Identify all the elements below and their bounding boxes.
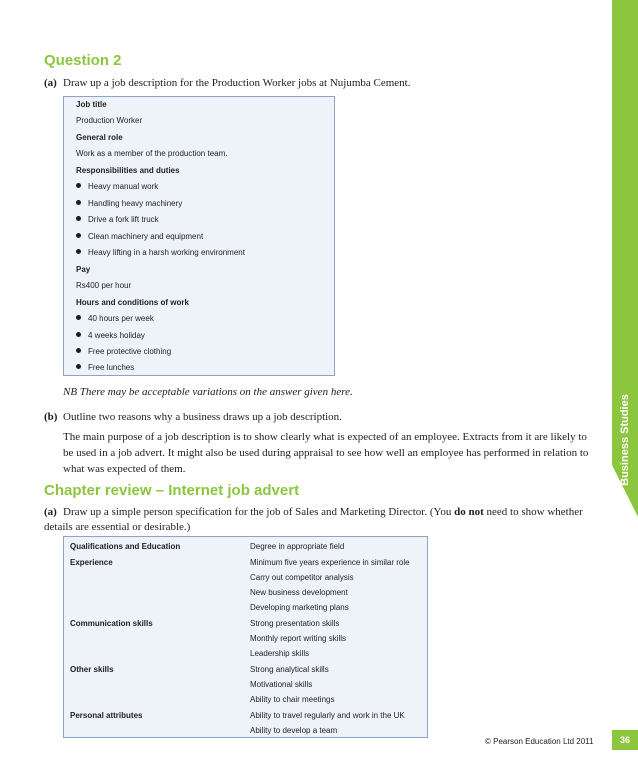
experience-item: Minimum five years experience in similar role — [250, 558, 410, 567]
part-a-text: Draw up a job description for the Production Worker jobs at Nujumba Cement. — [63, 77, 411, 89]
other-skills-item: Strong analytical skills — [250, 665, 329, 674]
pay-heading: Pay — [76, 265, 91, 274]
page-number: 36 — [612, 730, 638, 750]
question-heading: Question 2 — [44, 52, 122, 69]
experience-item: Carry out competitor analysis — [250, 573, 354, 582]
qualifications-label: Qualifications and Education — [70, 542, 181, 551]
copyright-footer: © Pearson Education Ltd 2011 — [485, 737, 594, 746]
answer-note: NB There may be acceptable variations on the answer given here. — [63, 386, 353, 398]
other-skills-label: Other skills — [70, 665, 114, 674]
job-description-box — [63, 96, 335, 376]
pay-value: Rs400 per hour — [76, 281, 132, 290]
bullet-icon — [76, 233, 81, 238]
part-b-question — [44, 410, 604, 425]
personal-attributes-label: Personal attributes — [70, 711, 143, 720]
side-label — [612, 380, 638, 500]
responsibilities-heading: Responsibilities and duties — [76, 166, 180, 175]
chapter-review-heading: Chapter review – Internet job advert — [44, 482, 300, 499]
general-role-heading: General role — [76, 133, 123, 142]
side-label-text: Business Studies — [619, 394, 632, 486]
bullet-icon — [76, 332, 81, 337]
person-specification-box — [63, 536, 428, 738]
job-title: Production Worker — [76, 116, 143, 125]
list-item: Heavy lifting in a harsh working environment — [76, 247, 245, 259]
job-title-heading: Job title — [76, 100, 107, 109]
communication-item: Leadership skills — [250, 649, 310, 658]
list-item: Free lunches — [76, 362, 134, 374]
list-item: Heavy manual work — [76, 181, 158, 193]
experience-label: Experience — [70, 558, 113, 567]
part-b-answer: The main purpose of a job description is to show clearly what is expected of an employee. Extracts from it are likely to be used in a job advert. It might also be used during appraisal to see how well an employee has performed in relation to what was expected of them. — [63, 431, 589, 475]
list-item: Clean machinery and equipment — [76, 231, 203, 243]
list-item: Free protective clothing — [76, 346, 171, 358]
bullet-icon — [76, 200, 81, 205]
part-b-text: Outline two reasons why a business draws up a job description. — [63, 411, 342, 423]
bullet-icon — [76, 249, 81, 254]
part-a-label: (a) — [44, 77, 57, 89]
bullet-icon — [76, 364, 81, 369]
list-item: 40 hours per week — [76, 313, 154, 325]
bullet-icon — [76, 348, 81, 353]
other-skills-item: Ability to chair meetings — [250, 695, 335, 704]
bullet-icon — [76, 216, 81, 221]
personal-attributes-item: Ability to develop a team — [250, 726, 338, 735]
experience-item: New business development — [250, 588, 348, 597]
list-item: Handling heavy machinery — [76, 198, 182, 210]
communication-item: Strong presentation skills — [250, 619, 340, 628]
qualifications-value: Degree in appropriate field — [250, 542, 345, 551]
part-b-label: (b) — [44, 411, 58, 423]
chapter-part-a-label: (a) — [44, 506, 57, 518]
communication-item: Monthly report writing skills — [250, 634, 347, 643]
other-skills-item: Motivational skills — [250, 680, 313, 689]
personal-attributes-item: Ability to travel regularly and work in the UK — [250, 711, 405, 720]
hours-heading: Hours and conditions of work — [76, 298, 189, 307]
communication-label: Communication skills — [70, 619, 153, 628]
chapter-review-question: (a) Draw up a simple person specification for the job of Sales and Marketing Director. (You do not need to show whether details are essential or desirable.) — [44, 506, 583, 533]
part-a-question — [44, 76, 604, 91]
bullet-icon — [76, 183, 81, 188]
experience-item: Developing marketing plans — [250, 603, 349, 612]
bullet-icon — [76, 315, 81, 320]
general-role: Work as a member of the production team. — [76, 149, 228, 158]
list-item: Drive a fork lift truck — [76, 214, 159, 226]
list-item: 4 weeks holiday — [76, 330, 145, 342]
